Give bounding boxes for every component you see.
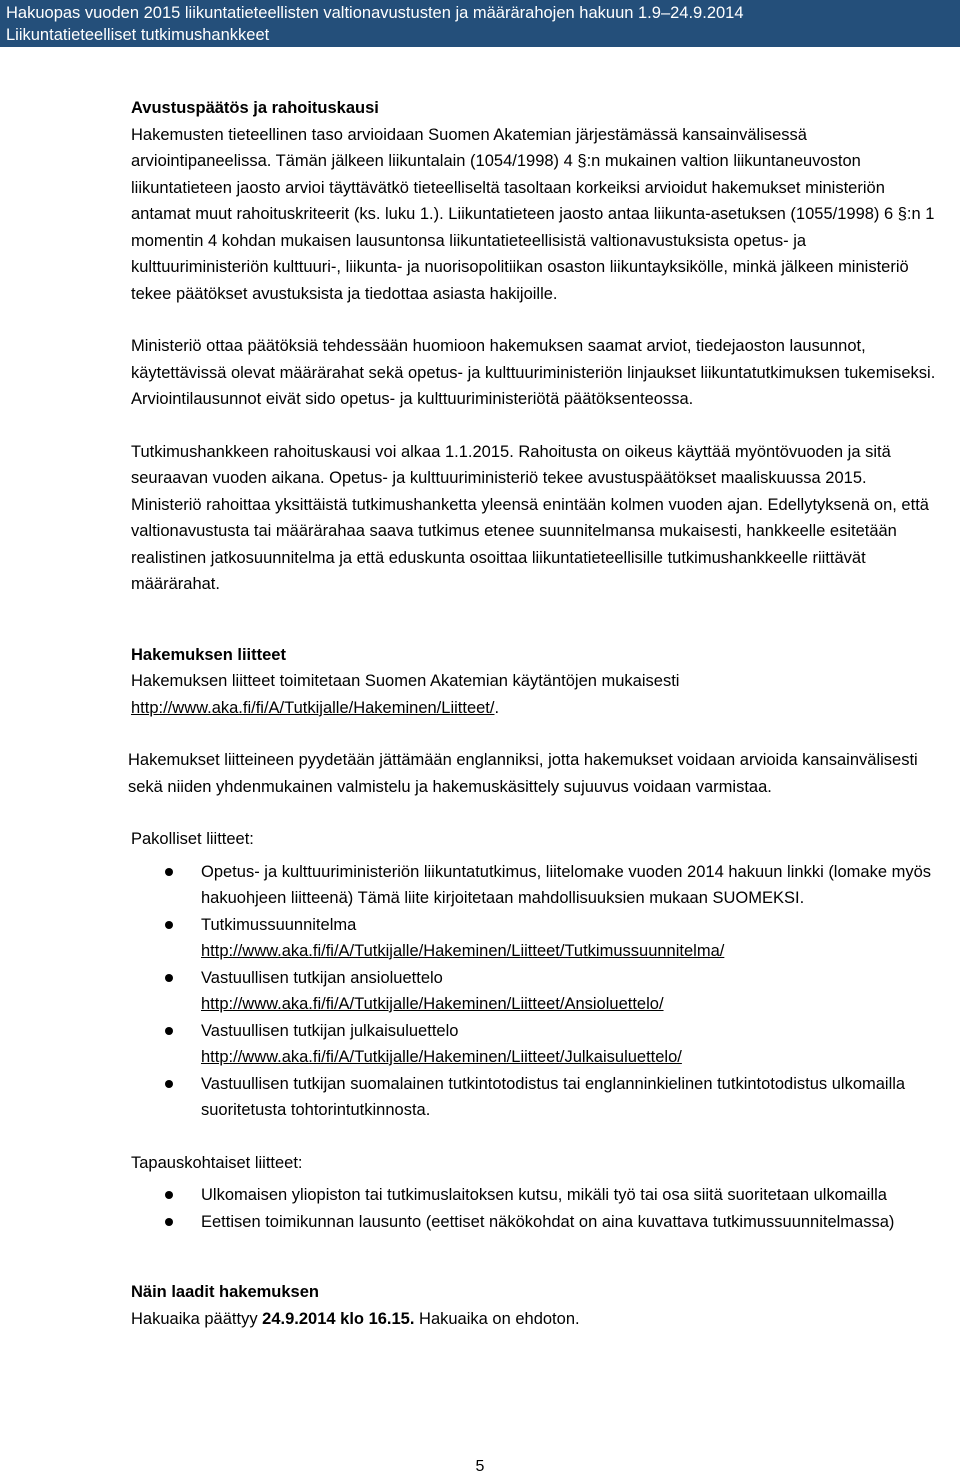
paragraph-language: Hakemukset liitteineen pyydetään jättämään englanniksi, jotta hakemukset voidaan arvioida kansainvälisesti sekä niiden yhdenmukainen valmistelu ja hakemuskäsittely sujuuvus voidaan varmistaa. [128,751,918,796]
deadline-date: 24.9.2014 klo 16.15. [262,1309,415,1328]
deadline-text-after: Hakuaika on ehdoton. [414,1309,580,1328]
list-item-text: Tutkimussuunnitelma [201,915,357,934]
list-item [131,1182,941,1209]
list-item-text: Opetus- ja kulttuuriministeriön liikuntatutkimus, liitelomake vuoden 2014 hakuun linkki (lomake myös hakuohjeen liitteenä) Tämä liite kirjoitetaan mahdollisuuksien mukaan SUOMEKSI. [201,862,932,907]
bullet-icon [165,1191,173,1199]
required-attachments-list [131,859,941,1124]
header-title: Hakuopas vuoden 2015 liikuntatieteellisten valtionavustusten ja määrärahojen hakuun 1.9–24.9.2014 [6,4,744,22]
list-item-text: Eettisen toimikunnan lausunto (eettiset näkökohdat on aina kuvattava tutkimussuunnitelmassa) [201,1212,895,1231]
section-title-funding: Avustuspäätös ja rahoituskausi [131,99,379,117]
list-item-text: Vastuullisen tutkijan julkaisuluettelo [201,1021,459,1040]
list-item [131,965,941,1018]
list-item [131,1071,941,1124]
bullet-icon [165,1080,173,1088]
list-item-text: Vastuullisen tutkijan ansioluettelo [201,968,443,987]
list-item [131,1018,941,1071]
attachments-link-period: . [494,698,500,717]
header-subtitle: Liikuntatieteelliset tutkimushankkeet [6,26,270,44]
deadline-text-before: Hakuaika päättyy [131,1309,263,1328]
list-item [131,1209,941,1236]
optional-attachments-label: Tapauskohtaiset liitteet: [131,1153,303,1172]
publications-link[interactable]: http://www.aka.fi/fi/A/Tutkijalle/Hakeminen/Liitteet/Julkaisuluettelo/ [201,1048,682,1066]
section-title-application: Näin laadit hakemuksen [131,1283,319,1301]
paragraph-attachments-intro [131,668,941,721]
list-item-text: Ulkomaisen yliopiston tai tutkimuslaitoksen kutsu, mikäli työ tai osa siitä suoritetaan ulkomailla [201,1186,887,1204]
bullet-icon [165,868,173,876]
required-attachments-label: Pakolliset liitteet: [131,830,254,848]
list-item-text: Vastuullisen tutkijan suomalainen tutkintotodistus tai englanninkielinen tutkintotodistus ulkomailla suoritetusta tohtorintutkinnosta. [201,1074,906,1119]
document-header [0,0,960,47]
bullet-icon [165,921,173,929]
bullet-icon [165,1218,173,1226]
document-body [128,95,941,1332]
paragraph-evaluation: Hakemusten tieteellinen taso arvioidaan Suomen Akatemian järjestämässä kansainvälisessä arviointipaneelissa. Tämän jälkeen liikuntalain (1054/1998) 4 §:n mukainen valtion liikuntaneuvoston liikuntatieteen jaosto arvioi täyttävätkö tieteelliseltä tasoltaan korkeiksi arvioidut hakemukset ministeriön antamat muut rahoituskriteerit (ks. luku 1.). Liikuntatieteen jaosto antaa liikunta-asetuksen (1055/1998) 6 §:n 1 momentin 4 kohdan mukaisen lausuntonsa liikuntatieteellisistä valtionavustuksista opetus- ja kulttuuriministeriön kulttuuri-, liikunta- ja nuorisopolitiikan osaston liikuntayksikölle, minkä jälkeen ministeriö tekee päätökset avustuksista ja tiedottaa asiasta hakijoille. [131,125,935,303]
list-item [131,859,941,912]
list-item [131,912,941,965]
cv-link[interactable]: http://www.aka.fi/fi/A/Tutkijalle/Hakeminen/Liitteet/Ansioluettelo/ [201,995,664,1013]
paragraph-deadline [131,1306,941,1333]
attachments-link[interactable]: http://www.aka.fi/fi/A/Tutkijalle/Hakeminen/Liitteet/ [131,698,495,717]
bullet-icon [165,974,173,982]
paragraph-funding-period: Tutkimushankkeen rahoituskausi voi alkaa 1.1.2015. Rahoitusta on oikeus käyttää myöntövuoden ja sitä seuraavan vuoden aikana. Opetus- ja kulttuuriministeriö tekee avustuspäätökset maaliskuussa 2015. Ministeriö rahoittaa yksittäistä tutkimushanketta yleensä enintään kolmen vuoden ajan. Edellytyksenä on, että valtionavustusta tai määrärahaa saava tutkimus etenee suunnitelmansa mukaisesti, hankkeelle esitetään realistinen jatkosuunnitelma ja että eduskunta osoittaa liikuntatieteellisille tutkimushankkeelle riittävät määrärahat. [131,442,929,593]
attachments-intro-text: Hakemuksen liitteet toimitetaan Suomen Akatemian käytäntöjen mukaisesti [131,672,680,690]
section-title-attachments: Hakemuksen liitteet [131,645,286,664]
paragraph-ministry-decisions: Ministeriö ottaa päätöksiä tehdessään huomioon hakemuksen saamat arviot, tiedejaoston lausunnot, käytettävissä olevat määrärahat sekä opetus- ja kulttuuriministeriön linjaukset liikuntatutkimuksen tukemiseksi. Arviointilausunnot eivät sido opetus- ja kulttuuriministeriötä päätöksenteossa. [131,337,936,408]
research-plan-link[interactable]: http://www.aka.fi/fi/A/Tutkijalle/Hakeminen/Liitteet/Tutkimussuunnitelma/ [201,942,725,960]
bullet-icon [165,1027,173,1035]
optional-attachments-list [131,1182,941,1235]
page-number: 5 [475,1458,485,1475]
